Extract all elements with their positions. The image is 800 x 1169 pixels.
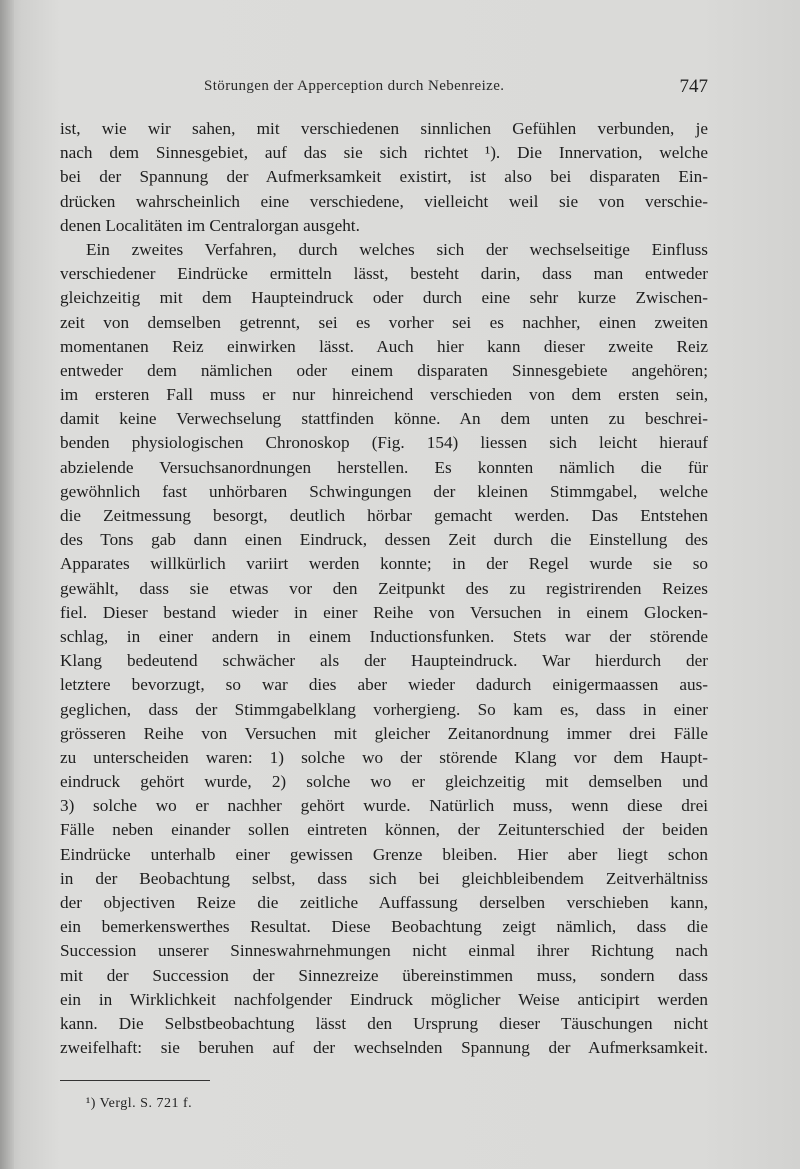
text-line: bei der Spannung der Aufmerksamkeit existirt, ist also bei disparaten Ein- xyxy=(60,167,708,187)
running-title: Störungen der Apperception durch Nebenreize. xyxy=(204,78,505,94)
text-line: letztere bevorzugt, so war dies aber wieder dadurch einigermaassen aus- xyxy=(60,675,708,695)
text-line: eindruck gehört wurde, 2) solche wo er gleichzeitig mit demselben und xyxy=(60,772,708,792)
text-line: kann. Die Selbstbeobachtung lässt den Ursprung dieser Täuschungen nicht xyxy=(60,1013,708,1033)
text-line: gewöhnlich fast unhörbaren Schwingungen der kleinen Stimmgabel, welche xyxy=(60,481,708,501)
text-line: im ersteren Fall muss er nur hinreichend verschieden von dem ersten sein, xyxy=(60,385,708,405)
text-line: Eindrücke unterhalb einer gewissen Grenze bleiben. Hier aber liegt schon xyxy=(60,844,708,864)
text-line: ist, wie wir sahen, mit verschiedenen sinnlichen Gefühlen verbunden, je xyxy=(60,119,708,138)
text-line: Klang bedeutend schwächer als der Haupteindruck. War hierdurch der xyxy=(60,651,708,671)
text-line: mit der Succession der Sinnezreize übereinstimmen muss, sondern dass xyxy=(60,965,708,985)
text-line: ein bemerkenswerthes Resultat. Diese Beobachtung zeigt nämlich, dass die xyxy=(60,917,708,937)
text-line: Fälle neben einander sollen eintreten können, der Zeitunterschied der beiden xyxy=(60,820,708,840)
body-text xyxy=(60,117,708,1060)
text-line: in der Beobachtung selbst, dass sich bei gleichbleibendem Zeitverhältniss xyxy=(60,868,708,888)
running-head xyxy=(60,76,710,102)
page-number: 747 xyxy=(679,76,708,97)
text-line: 3) solche wo er nachher gehört wurde. Natürlich muss, wenn diese drei xyxy=(60,796,708,816)
text-line: gewählt, dass sie etwas vor den Zeitpunkt des zu registrirenden Reizes xyxy=(60,578,708,598)
text-line: Apparates willkürlich variirt werden konnte; in der Regel wurde sie so xyxy=(60,554,708,574)
text-line: drücken wahrscheinlich eine verschiedene, vielleicht weil sie von verschie- xyxy=(60,191,708,211)
text-line: zeit von demselben getrennt, sei es vorher sei es nachher, einen zweiten xyxy=(60,312,708,332)
text-line: zu unterscheiden waren: 1) solche wo der störende Klang vor dem Haupt- xyxy=(60,747,708,767)
text-line: abzielende Versuchsanordnungen herstellen. Es konnten nämlich die für xyxy=(60,457,708,477)
text-line: schlag, in einer andern in einem Inductionsfunken. Stets war der störende xyxy=(60,626,708,646)
text-line: gleichzeitig mit dem Haupteindruck oder durch eine sehr kurze Zwischen- xyxy=(60,288,708,308)
text-line: fiel. Dieser bestand wieder in einer Reihe von Versuchen in einem Glocken- xyxy=(60,602,708,622)
text-line: grösseren Reihe von Versuchen mit gleicher Zeitanordnung immer drei Fälle xyxy=(60,723,708,743)
footnote: ¹) Vergl. S. 721 f. xyxy=(86,1096,193,1111)
text-line: der objectiven Reize die zeitliche Auffassung derselben verschieben kann, xyxy=(60,893,708,912)
text-line: nach dem Sinnesgebiet, auf das sie sich richtet ¹). Die Innervation, welche xyxy=(60,143,708,163)
text-line: die Zeitmessung besorgt, deutlich hörbar gemacht werden. Das Entstehen xyxy=(60,506,708,525)
page-gutter-shadow xyxy=(0,0,14,1169)
text-line: benden physiologischen Chronoskop (Fig. 154) liessen sich leicht hierauf xyxy=(60,433,708,453)
text-line: Succession unserer Sinneswahrnehmungen nicht einmal ihrer Richtung nach xyxy=(60,941,708,961)
text-line: entweder dem nämlichen oder einem disparaten Sinnesgebiete angehören; xyxy=(60,360,708,380)
text-line: Ein zweites Verfahren, durch welches sich der wechselseitige Einfluss xyxy=(86,239,708,259)
text-line: zweifelhaft: sie beruhen auf der wechselnden Spannung der Aufmerksamkeit. xyxy=(60,1038,708,1058)
text-line: momentanen Reiz einwirken lässt. Auch hier kann dieser zweite Reiz xyxy=(60,336,708,356)
text-line: verschiedener Eindrücke ermitteln lässt, besteht darin, dass man entweder xyxy=(60,264,708,284)
text-line: denen Localitäten im Centralorgan ausgeht. xyxy=(60,215,360,235)
text-line: geglichen, dass der Stimmgabelklang vorhergieng. So kam es, dass in einer xyxy=(60,699,708,719)
footnote-divider xyxy=(60,1080,210,1081)
text-line: des Tons gab dann einen Eindruck, dessen Zeit durch die Einstellung des xyxy=(60,530,708,550)
text-line: ein in Wirklichkeit nachfolgender Eindruck möglicher Weise anticipirt werden xyxy=(60,989,708,1009)
text-line: damit keine Verwechselung stattfinden könne. An dem unten zu beschrei- xyxy=(60,409,708,429)
